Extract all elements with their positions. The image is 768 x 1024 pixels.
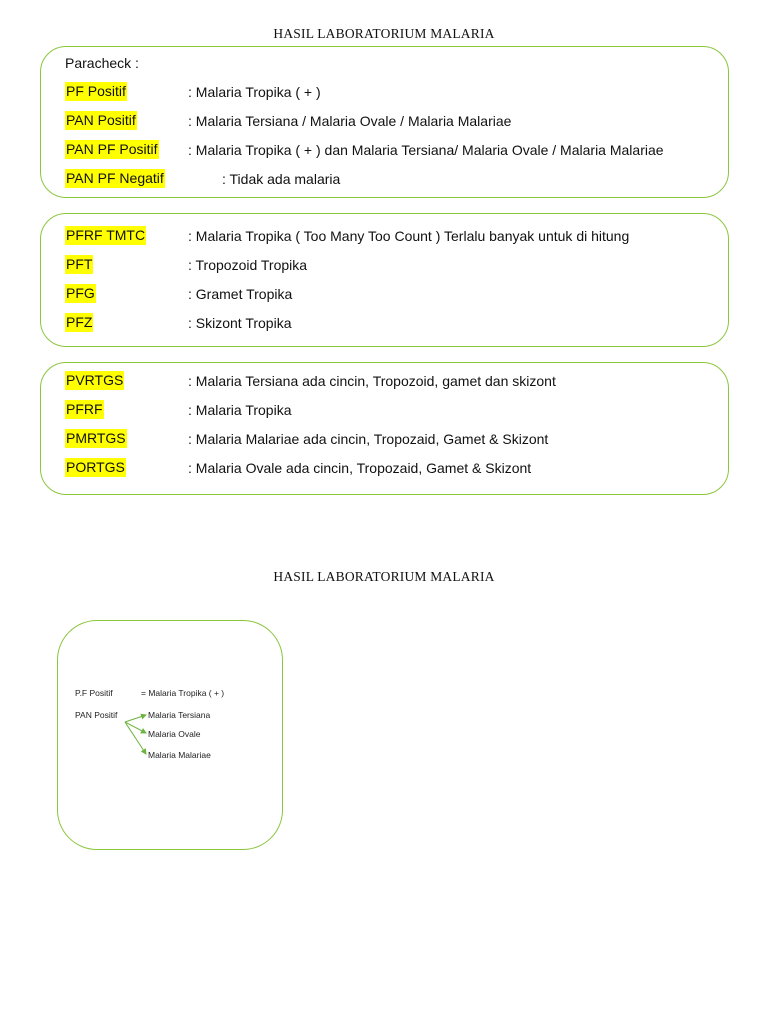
result-term: PFT (66, 256, 93, 272)
result-term: PAN PF Negatif (66, 170, 164, 186)
arrow-tersiana (125, 715, 146, 722)
paracheck-label: Paracheck : (65, 55, 139, 71)
result-term: PORTGS (66, 459, 125, 475)
branch-arrows (58, 621, 284, 851)
result-desc: : Malaria Malariae ada cincin, Tropozaid, Gamet & Skizont (188, 431, 549, 447)
result-desc: : Malaria Tersiana ada cincin, Tropozoid, gamet dan skizont (188, 373, 556, 389)
result-desc: : Malaria Tropika ( + ) dan Malaria Tersiana/ Malaria Ovale / Malaria Malariae (188, 142, 664, 158)
pf-term: P.F Positif (75, 688, 113, 698)
result-desc: : Gramet Tropika (188, 286, 293, 302)
result-term: PFRF TMTC (66, 227, 146, 243)
paracheck-box (40, 46, 729, 198)
result-term: PAN Positif (66, 112, 136, 128)
branch-malariae: Malaria Malariae (148, 750, 211, 760)
result-desc: : Malaria Tersiana / Malaria Ovale / Malaria Malariae (188, 113, 512, 129)
result-term: PFRF (66, 401, 103, 417)
pan-term: PAN Positif (75, 710, 118, 720)
result-term: PFZ (66, 314, 93, 330)
result-term: PF Positif (66, 83, 126, 99)
diagram-box (57, 620, 283, 850)
branch-tersiana: Malaria Tersiana (148, 710, 211, 720)
section-title: HASIL LABORATORIUM MALARIA (273, 569, 495, 584)
result-term: PMRTGS (66, 430, 126, 446)
result-desc: : Malaria Tropika ( Too Many Too Count ) Terlalu banyak untuk di hitung (188, 228, 630, 244)
result-desc: : Tidak ada malaria (222, 171, 341, 187)
rtgs-box (40, 362, 729, 495)
result-term: PFG (66, 285, 95, 301)
arrow-malariae (125, 722, 146, 754)
branch-ovale: Malaria Ovale (148, 729, 201, 739)
pfrf-box (40, 213, 729, 347)
result-desc: : Malaria Ovale ada cincin, Tropozaid, Gamet & Skizont (188, 460, 532, 476)
result-desc: : Malaria Tropika ( + ) (188, 84, 321, 100)
result-desc: : Malaria Tropika (188, 402, 292, 418)
result-desc: : Skizont Tropika (188, 315, 292, 331)
pf-desc: = Malaria Tropika ( + ) (141, 688, 225, 698)
result-term: PAN PF Positif (66, 141, 158, 157)
page-title: HASIL LABORATORIUM MALARIA (273, 26, 495, 41)
result-desc: : Tropozoid Tropika (188, 257, 308, 273)
result-term: PVRTGS (66, 372, 124, 388)
